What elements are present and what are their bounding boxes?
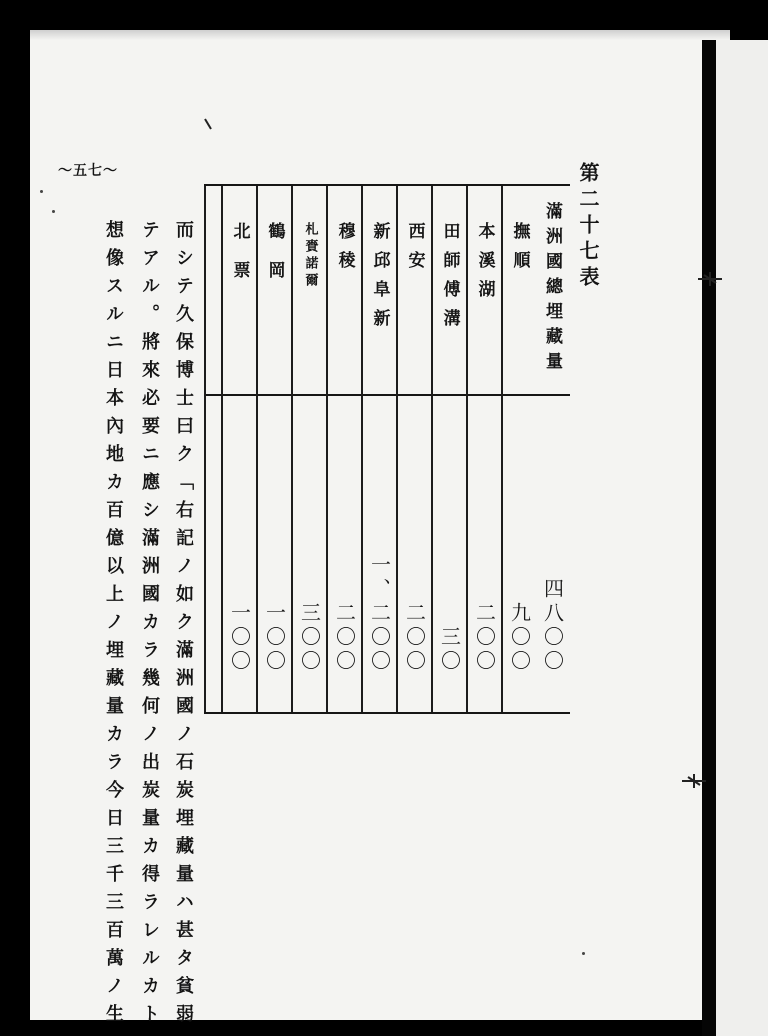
table-column: [361, 186, 397, 712]
ink-mark: [204, 118, 212, 130]
page-number: 〜五七〜: [58, 163, 118, 179]
body-text-line: 想像スルニ日本內地カ百億以上ノ埋藏量カラ今日三千三百萬ノ生: [103, 220, 124, 1032]
table-row-value: 一、二〇〇: [367, 554, 392, 674]
table-row-value: 二〇〇: [332, 602, 357, 674]
table-row-name: 新邱阜新: [369, 222, 390, 338]
table-column: [291, 186, 327, 712]
table-row-value: 三〇: [437, 626, 462, 674]
table-column: [221, 186, 257, 712]
table-column: [501, 186, 537, 712]
table-row-name: 本溪湖: [474, 222, 495, 309]
table-column: [431, 186, 467, 712]
table-row-name: 西安: [404, 222, 425, 280]
table-left-rule: [204, 186, 206, 712]
table-row-value: 九〇〇: [507, 602, 532, 674]
table-row-name: 北票: [229, 222, 250, 300]
binding-stitch-icon: [698, 272, 722, 286]
book-spine: [702, 40, 716, 1036]
table-row-name: 札賚諾爾: [302, 222, 318, 290]
table-row-name: 田師傅溝: [439, 222, 460, 338]
table-row-name: 鶴岡: [264, 222, 285, 300]
body-text-line: テアル。將來必要ニ應シ滿洲國カラ幾何ノ出炭量カ得ラレルカト: [139, 220, 160, 1032]
table-column: [326, 186, 362, 712]
table-row-value: 一〇〇: [227, 602, 252, 674]
table-column: [256, 186, 292, 712]
table-row-name: 穆稜: [334, 222, 355, 280]
page-right-edge: [712, 40, 768, 1036]
table-title: 第二十七表: [576, 162, 600, 292]
coal-reserves-table: [204, 184, 570, 714]
table-row-value: 二〇〇: [402, 602, 427, 674]
table-row-name: 撫順: [509, 222, 530, 280]
body-text-line: 而シテ久保博士曰ク「右記ノ如ク滿洲國ノ石炭埋藏量ハ甚タ貧弱: [173, 220, 194, 1032]
table-column: [466, 186, 502, 712]
table-header: 滿洲國總埋藏量: [542, 202, 562, 377]
top-shadow: [30, 30, 730, 40]
table-row-value: 三〇〇: [297, 602, 322, 674]
table-row-value: 一〇〇: [262, 602, 287, 674]
table-value-total: 四八〇〇: [540, 578, 565, 674]
ink-speck: [52, 210, 55, 213]
table-column: [396, 186, 432, 712]
ink-speck: [40, 190, 43, 193]
ink-speck: [582, 952, 585, 955]
table-column-total: [536, 186, 570, 712]
binding-stitch-icon: [682, 774, 706, 788]
table-row-value: 二〇〇: [472, 602, 497, 674]
